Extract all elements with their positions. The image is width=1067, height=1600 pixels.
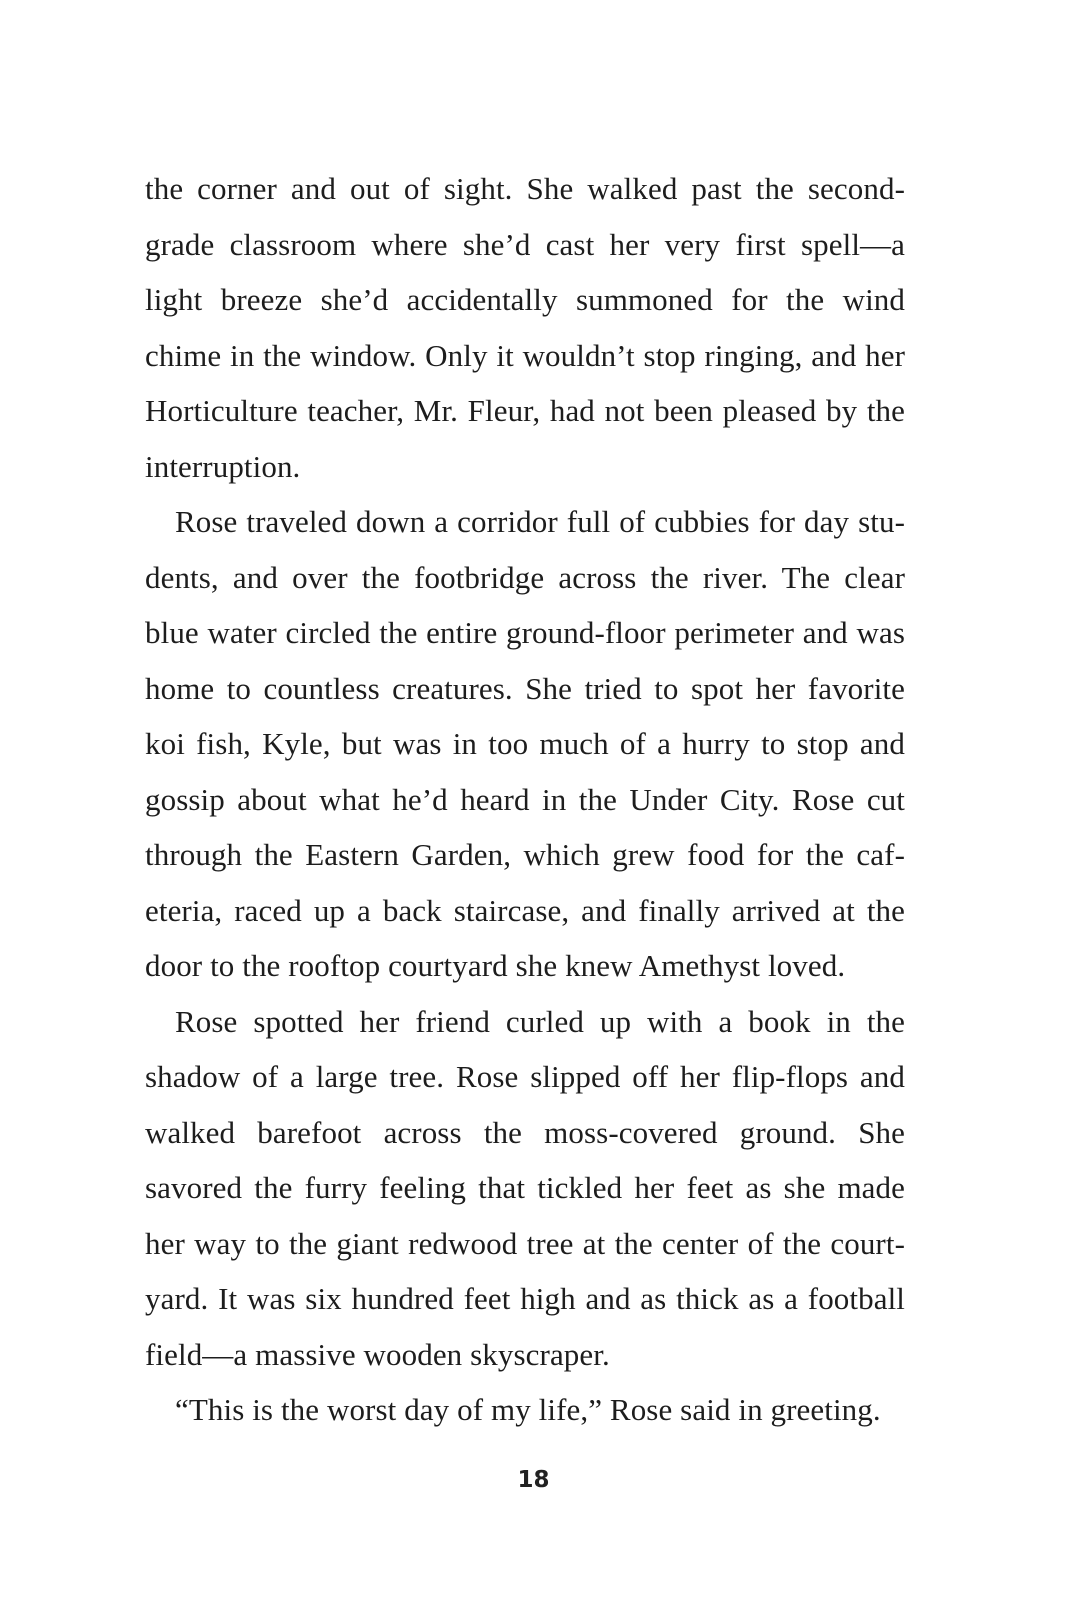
text-line: her way to the giant redwood tree at the center of the court-	[145, 1225, 905, 1261]
page-number: 18	[517, 1467, 550, 1493]
text-line: through the Eastern Garden, which grew food for the caf-	[145, 837, 905, 872]
text-line: koi fish, Kyle, but was in too much of a hurry to stop and	[145, 726, 905, 761]
text-line: field—a massive wooden skyscraper.	[145, 1336, 610, 1372]
text-line: shadow of a large tree. Rose slipped off her flip-flops and	[145, 1059, 905, 1094]
body-text	[145, 161, 905, 1438]
text-line: walked barefoot across the moss-covered ground. She	[145, 1114, 905, 1150]
text-line: chime in the window. Only it wouldn’t stop ringing, and her	[145, 337, 905, 373]
text-line: “This is the worst day of my life,” Rose said in greeting.	[175, 1392, 881, 1427]
text-line: dents, and over the footbridge across the river. The clear	[145, 559, 905, 595]
text-line: light breeze she’d accidentally summoned for the wind	[145, 282, 905, 317]
text-line: yard. It was six hundred feet high and as thick as a football	[145, 1281, 905, 1316]
text-line: blue water circled the entire ground-floor perimeter and was	[145, 615, 905, 650]
text-line: Rose traveled down a corridor full of cubbies for day stu-	[175, 504, 905, 539]
text-line: the corner and out of sight. She walked past the second-	[145, 171, 905, 206]
text-line: home to countless creatures. She tried to spot her favorite	[145, 670, 905, 706]
text-line: interruption.	[145, 448, 301, 484]
text-line: grade classroom where she’d cast her very first spell—a	[145, 226, 905, 262]
text-line: Rose spotted her friend curled up with a book in the	[175, 1003, 905, 1039]
text-line: savored the furry feeling that tickled her feet as she made	[145, 1170, 905, 1205]
text-line: door to the rooftop courtyard she knew Amethyst loved.	[145, 948, 846, 983]
text-line: gossip about what he’d heard in the Under City. Rose cut	[145, 781, 905, 817]
text-line: Horticulture teacher, Mr. Fleur, had not been pleased by the	[145, 393, 905, 428]
text-line: eteria, raced up a back staircase, and finally arrived at the	[145, 892, 905, 928]
